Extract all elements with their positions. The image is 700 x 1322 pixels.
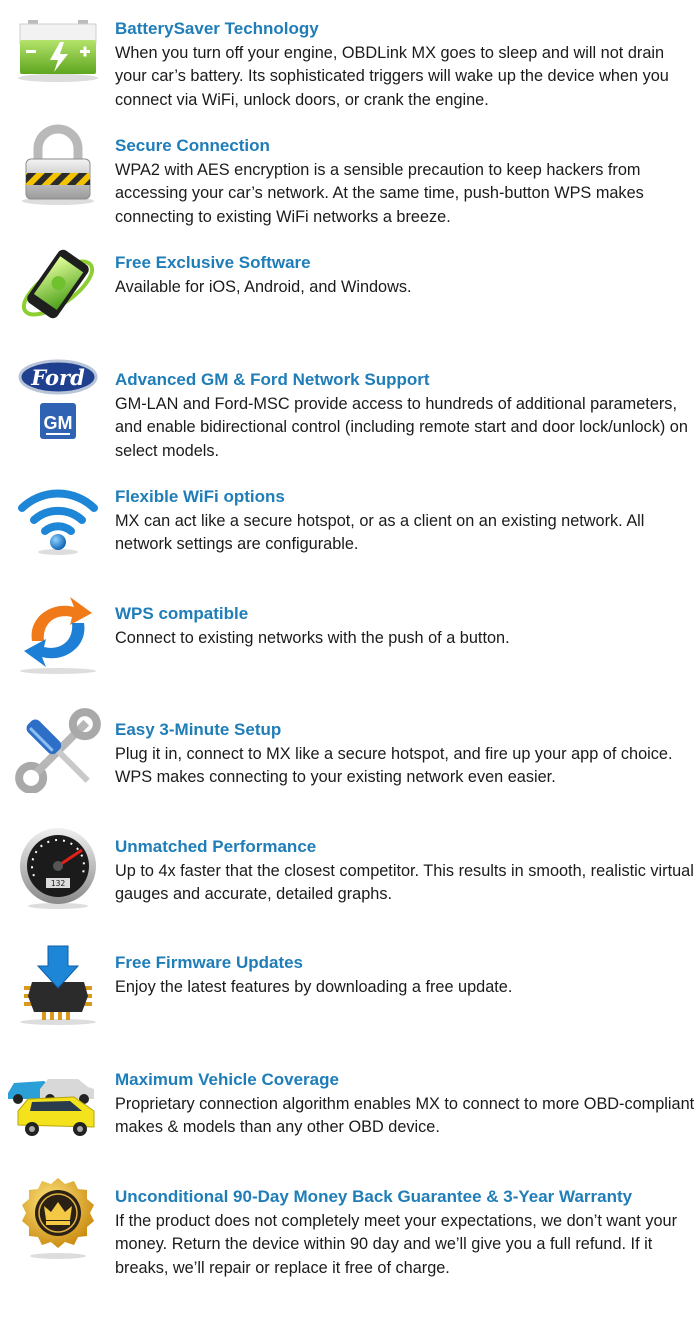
feature-description: Plug it in, connect to MX like a secure hotspot, and fire up your app of choice. WPS makes connecting to your existing network even easier. (115, 745, 673, 787)
wifi-icon (12, 472, 104, 560)
feature-title: Secure Connection (115, 136, 270, 155)
feature-description: If the product does not completely meet your expectations, we don’t want your money. Return the device within 90 day and we’ll give you a full refund. If it breaks, we’ll repair or replace it free of charge. (115, 1212, 678, 1277)
feature-description: Proprietary connection algorithm enables MX to connect to more OBD-compliant makes & models than any other OBD device. (115, 1095, 695, 1137)
feature-title: Free Exclusive Software (115, 253, 311, 272)
feature-title: Unconditional 90-Day Money Back Guarantee & 3-Year Warranty (115, 1187, 633, 1206)
feature-title: Free Firmware Updates (115, 953, 304, 972)
feature-firmware-updates (0, 934, 700, 1050)
feature-description: GM-LAN and Ford-MSC provide access to hundreds of additional parameters, and enable bidirectional control (including remote start and door lock/unlock) on select models. (115, 395, 688, 460)
feature-batterysaver (0, 0, 700, 116)
gauge-readout: 132 (50, 879, 66, 888)
battery-icon (12, 4, 104, 92)
cars-icon (4, 1055, 96, 1143)
feature-description: MX can act like a secure hotspot, or as a client on an existing network. All network settings are configurable. (115, 512, 645, 554)
wps-icon (12, 589, 104, 677)
feature-description: Connect to existing networks with the push of a button. (115, 629, 510, 647)
padlock-icon (12, 121, 104, 209)
feature-wps-compatible (0, 585, 700, 701)
guarantee-seal-icon (12, 1172, 104, 1260)
ford-gm-logos-icon (12, 355, 104, 443)
feature-money-back-guarantee (0, 1168, 700, 1284)
feature-unmatched-performance (0, 818, 700, 934)
feature-free-software (0, 234, 700, 350)
feature-title: Unmatched Performance (115, 837, 317, 856)
feature-description: WPA2 with AES encryption is a sensible precaution to keep hackers from accessing your car’s network. At the same time, push-button WPS makes connecting to existing WiFi networks a breeze. (115, 161, 644, 226)
feature-gm-ford-support (0, 351, 700, 467)
feature-secure-connection (0, 117, 700, 233)
feature-easy-setup (0, 701, 700, 817)
software-device-icon (12, 238, 104, 326)
feature-description: When you turn off your engine, OBDLink MX goes to sleep and will not drain your car’s battery. Its sophisticated triggers will wake up the device when you connect via WiFi, unlock doors, or crank the engine. (115, 44, 669, 109)
speedometer-icon (12, 822, 104, 910)
ford-logo-text: Ford (31, 365, 85, 390)
feature-title: Easy 3-Minute Setup (115, 720, 282, 739)
feature-description: Up to 4x faster that the closest competitor. This results in smooth, realistic virtual gauges and accurate, detailed graphs. (115, 862, 694, 904)
chip-download-icon (12, 938, 104, 1026)
feature-flexible-wifi (0, 468, 700, 584)
feature-vehicle-coverage (0, 1051, 700, 1167)
gm-logo-text: GM (43, 413, 73, 433)
feature-title: BatterySaver Technology (115, 19, 319, 38)
tools-icon (12, 705, 104, 793)
feature-title: Flexible WiFi options (115, 487, 285, 506)
feature-title: Advanced GM & Ford Network Support (115, 370, 430, 389)
feature-title: WPS compatible (115, 604, 249, 623)
feature-description: Available for iOS, Android, and Windows. (115, 278, 412, 296)
feature-description: Enjoy the latest features by downloading a free update. (115, 978, 513, 996)
feature-title: Maximum Vehicle Coverage (115, 1070, 339, 1089)
